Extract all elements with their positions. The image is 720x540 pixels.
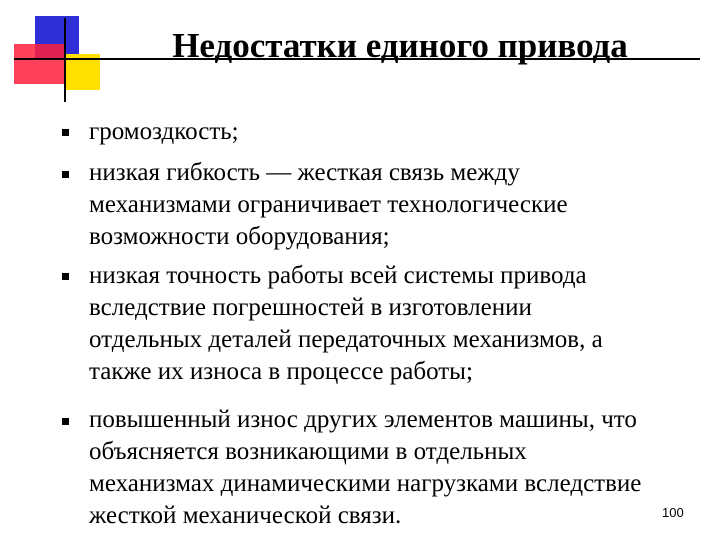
bullet-square-icon — [62, 129, 69, 136]
bullet-text-line: вследствие погрешностей в изготовлении — [89, 294, 532, 321]
bullet-text-line: механизмах динамическими нагрузками вследствие — [89, 470, 642, 497]
bullet-text-line: низкая гибкость — жесткая связь между — [89, 159, 520, 186]
bullet-text-line: повышенный износ других элементов машины, что — [89, 406, 637, 433]
slide-title: Недостатки единого привода — [172, 26, 628, 65]
bullet-text-line: возможности оборудования; — [89, 223, 390, 250]
bullet-text-line: низкая точность работы всей системы привода — [89, 262, 587, 289]
page-number: 100 — [662, 505, 684, 520]
bullet-square-icon — [62, 418, 69, 425]
bullet-square-icon — [62, 171, 69, 178]
bullet-text-line: жесткой механической связи. — [89, 502, 402, 529]
bullet-text-line: отдельных деталей передаточных механизмов, а — [89, 326, 603, 353]
bullet-text-line: громоздкость; — [89, 118, 239, 145]
bullet-text-line: объясняется возникающими в отдельных — [89, 438, 527, 465]
bullet-text-line: механизмами ограничивает технологические — [89, 191, 568, 218]
bullet-square-icon — [62, 273, 69, 280]
bullet-text-line: также их износа в процессе работы; — [89, 358, 473, 385]
